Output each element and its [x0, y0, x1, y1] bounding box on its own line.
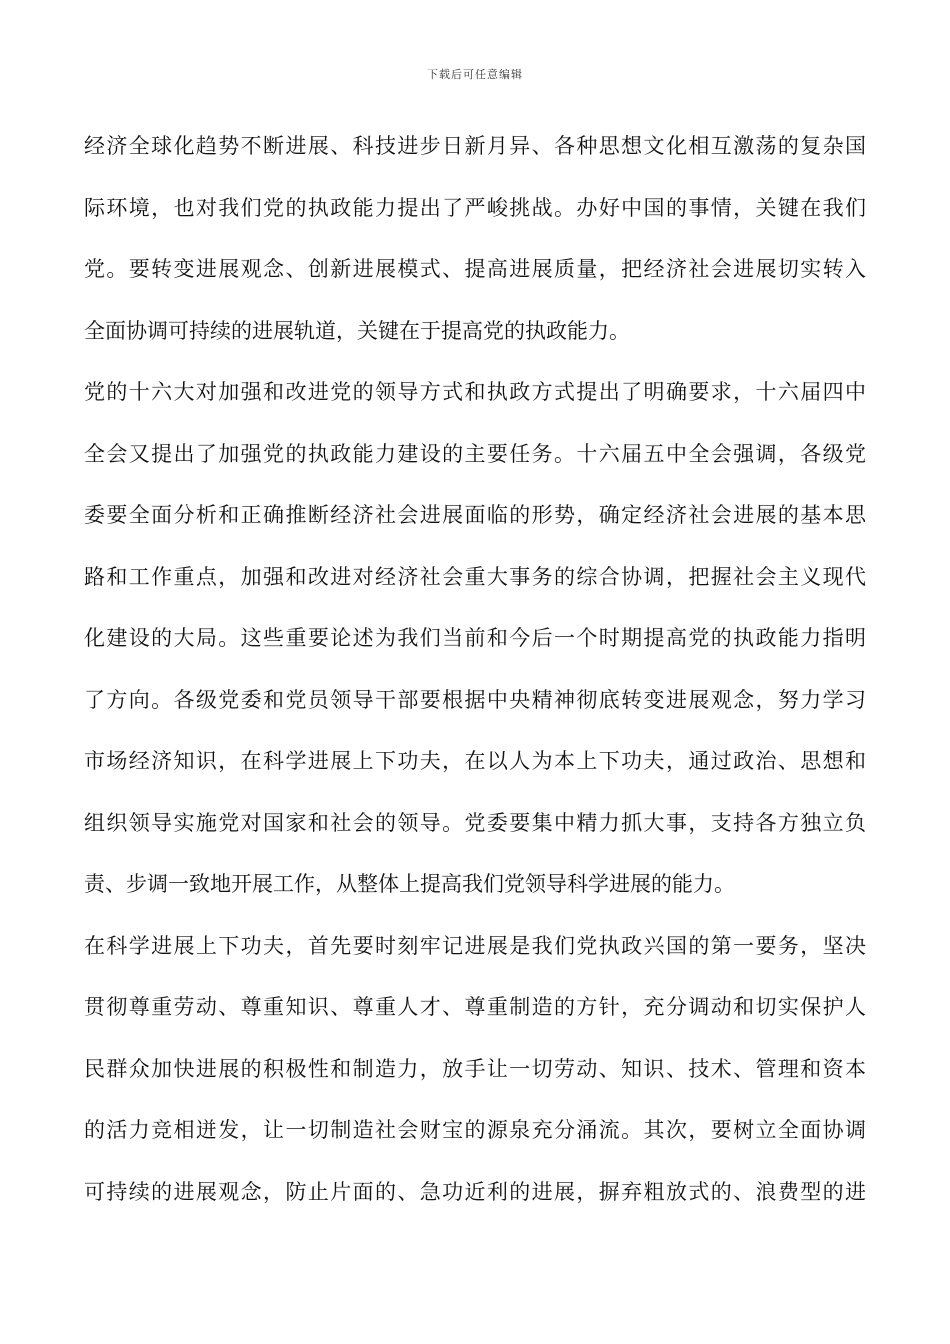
text-line: 全会又提出了加强党的执政能力建设的主要任务。十六届五中全会强调，各级党: [84, 441, 866, 466]
text-line: 经济全球化趋势不断进展、科技进步日新月异、各种思想文化相互激荡的复杂国: [84, 134, 866, 158]
text-line: 了方向。各级党委和党员领导干部要根据中央精神彻底转变进展观念，努力学习: [84, 687, 866, 712]
text-line: 可持续的进展观念，防止片面的、急功近利的进展，摒弃粗放式的、浪费型的进: [84, 1179, 866, 1204]
text-line: 全面协调可持续的进展轨道，关键在于提高党的执政能力。: [84, 318, 630, 343]
text-line: 在科学进展上下功夫，首先要时刻牢记进展是我们党执政兴国的第一要务，坚决: [84, 933, 866, 958]
text-line: 党的十六大对加强和改进党的领导方式和执政方式提出了明确要求，十六届四中: [84, 380, 866, 404]
text-line: 贯彻尊重劳动、尊重知识、尊重人才、尊重制造的方针，充分调动和切实保护人: [84, 995, 866, 1019]
text-line: 际环境，也对我们党的执政能力提出了严峻挑战。办好中国的事情，关键在我们: [84, 195, 866, 220]
text-line: 委要全面分析和正确推断经济社会进展面临的形势，确定经济社会进展的基本思: [84, 503, 866, 527]
page-header: 下载后可任意编辑: [427, 68, 523, 81]
document-body: [84, 116, 866, 1223]
text-line: 化建设的大局。这些重要论述为我们当前和今后一个时期提高党的执政能力指明: [84, 626, 866, 650]
text-line: 组织领导实施党对国家和社会的领导。党委要集中精力抓大事，支持各方独立负: [84, 810, 866, 835]
text-line: 的活力竞相迸发，让一切制造社会财宝的源泉充分涌流。其次，要树立全面协调: [84, 1118, 866, 1142]
text-line: 党。要转变进展观念、创新进展模式、提高进展质量，把经济社会进展切实转入: [84, 257, 866, 281]
text-line: 路和工作重点，加强和改进对经济社会重大事务的综合协调，把握社会主义现代: [84, 564, 866, 589]
text-line: 责、步调一致地开展工作，从整体上提高我们党领导科学进展的能力。: [84, 872, 735, 896]
text-line: 市场经济知识，在科学进展上下功夫，在以人为本上下功夫，通过政治、思想和: [84, 749, 866, 773]
text-line: 民群众加快进展的积极性和制造力，放手让一切劳动、知识、技术、管理和资本: [84, 1056, 866, 1081]
